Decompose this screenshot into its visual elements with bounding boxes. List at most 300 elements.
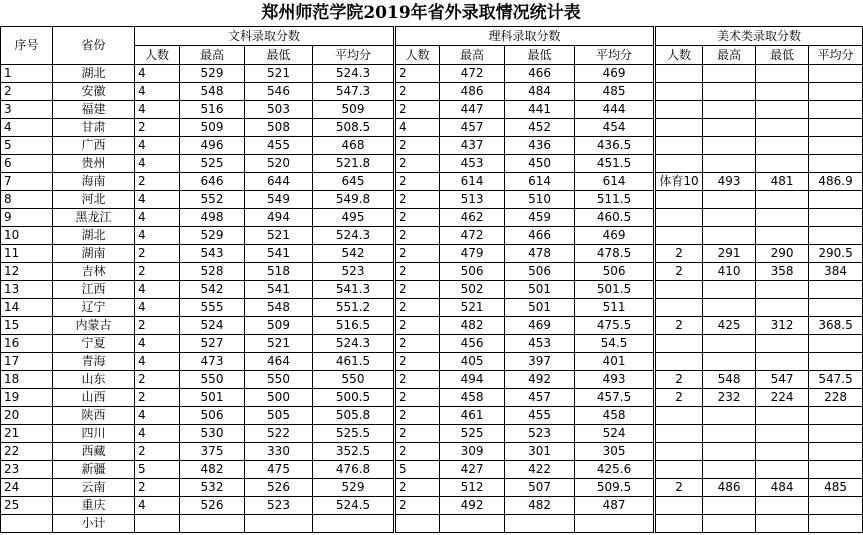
li-min-cell: 301 — [505, 443, 575, 461]
mei-min-cell: 358 — [756, 263, 809, 281]
wen-count-cell: 2 — [135, 371, 180, 389]
li-avg-cell: 469 — [575, 227, 655, 245]
province-cell: 湖南 — [53, 245, 135, 263]
li-max-cell: 457 — [440, 119, 505, 137]
wen-min-cell: 521 — [245, 335, 313, 353]
li-max-header: 最高 — [440, 46, 505, 65]
wen-count-cell: 2 — [135, 479, 180, 497]
province-cell: 新疆 — [53, 461, 135, 479]
mei-max-cell — [703, 83, 756, 101]
province-cell: 西藏 — [53, 443, 135, 461]
mei-min-cell: 547 — [756, 371, 809, 389]
mei-max-cell: 548 — [703, 371, 756, 389]
table-row — [1, 101, 863, 119]
li-min-cell: 478 — [505, 245, 575, 263]
subtotal-empty-cell — [395, 515, 440, 533]
li-max-cell: 427 — [440, 461, 505, 479]
wen-max-cell: 542 — [180, 281, 245, 299]
mei-avg-cell — [809, 497, 863, 515]
li-avg-cell: 460.5 — [575, 209, 655, 227]
mei-avg-cell — [809, 137, 863, 155]
li-count-cell: 2 — [395, 317, 440, 335]
mei-avg-cell — [809, 461, 863, 479]
wen-avg-cell: 645 — [313, 173, 395, 191]
li-avg-cell: 511 — [575, 299, 655, 317]
row-number: 23 — [1, 461, 53, 479]
mei-min-cell — [756, 299, 809, 317]
province-cell: 福建 — [53, 101, 135, 119]
table-row — [1, 425, 863, 443]
li-max-cell: 472 — [440, 65, 505, 83]
mei-avg-cell — [809, 281, 863, 299]
mei-count-cell: 2 — [655, 263, 703, 281]
wen-avg-cell: 352.5 — [313, 443, 395, 461]
mei-avg-cell: 368.5 — [809, 317, 863, 335]
mei-count-cell — [655, 461, 703, 479]
subtotal-empty-cell — [809, 515, 863, 533]
mei-avg-cell: 485 — [809, 479, 863, 497]
province-cell: 青海 — [53, 353, 135, 371]
mei-count-cell: 2 — [655, 389, 703, 407]
province-cell: 辽宁 — [53, 299, 135, 317]
li-count-cell: 2 — [395, 155, 440, 173]
wen-min-cell: 475 — [245, 461, 313, 479]
wen-max-cell: 501 — [180, 389, 245, 407]
mei-min-cell — [756, 425, 809, 443]
li-count-cell: 2 — [395, 353, 440, 371]
table-row — [1, 353, 863, 371]
li-count-cell: 2 — [395, 443, 440, 461]
li-max-cell: 461 — [440, 407, 505, 425]
mei-avg-cell — [809, 425, 863, 443]
li-min-cell: 507 — [505, 479, 575, 497]
mei-count-cell — [655, 281, 703, 299]
li-avg-header: 平均分 — [575, 46, 655, 65]
mei-min-cell — [756, 83, 809, 101]
wen-avg-cell: 551.2 — [313, 299, 395, 317]
mei-min-cell — [756, 497, 809, 515]
wen-max-cell: 506 — [180, 407, 245, 425]
wen-max-cell: 548 — [180, 83, 245, 101]
mei-avg-cell — [809, 407, 863, 425]
province-cell: 甘肃 — [53, 119, 135, 137]
wen-min-cell: 521 — [245, 65, 313, 83]
wen-max-cell: 530 — [180, 425, 245, 443]
mei-count-cell: 2 — [655, 317, 703, 335]
wen-count-cell: 4 — [135, 137, 180, 155]
wen-count-cell: 4 — [135, 353, 180, 371]
mei-max-cell — [703, 407, 756, 425]
row-number: 25 — [1, 497, 53, 515]
wen-max-cell: 552 — [180, 191, 245, 209]
li-max-cell: 506 — [440, 263, 505, 281]
subtotal-empty-cell — [756, 515, 809, 533]
wen-avg-cell: 524.3 — [313, 227, 395, 245]
province-cell: 河北 — [53, 191, 135, 209]
wen-min-cell: 330 — [245, 443, 313, 461]
li-avg-cell: 475.5 — [575, 317, 655, 335]
wen-min-cell: 464 — [245, 353, 313, 371]
wen-avg-cell: 508.5 — [313, 119, 395, 137]
li-min-cell: 455 — [505, 407, 575, 425]
li-min-cell: 397 — [505, 353, 575, 371]
mei-max-header: 最高 — [703, 46, 756, 65]
row-number: 15 — [1, 317, 53, 335]
wen-avg-cell: 542 — [313, 245, 395, 263]
li-max-cell: 494 — [440, 371, 505, 389]
mei-max-cell: 291 — [703, 245, 756, 263]
wen-avg-cell: 524.5 — [313, 497, 395, 515]
mei-avg-cell — [809, 83, 863, 101]
mei-min-cell: 481 — [756, 173, 809, 191]
mei-min-cell — [756, 227, 809, 245]
li-min-cell: 441 — [505, 101, 575, 119]
li-avg-cell: 511.5 — [575, 191, 655, 209]
mei-count-cell: 2 — [655, 371, 703, 389]
table-row — [1, 479, 863, 497]
li-avg-cell: 469 — [575, 65, 655, 83]
li-avg-cell: 493 — [575, 371, 655, 389]
mei-avg-cell — [809, 443, 863, 461]
mei-max-cell — [703, 191, 756, 209]
li-count-cell: 2 — [395, 335, 440, 353]
mei-avg-cell — [809, 101, 863, 119]
row-number: 11 — [1, 245, 53, 263]
wen-count-cell: 4 — [135, 101, 180, 119]
table-row — [1, 407, 863, 425]
li-min-cell: 469 — [505, 317, 575, 335]
li-avg-cell: 524 — [575, 425, 655, 443]
li-avg-cell: 454 — [575, 119, 655, 137]
li-max-cell: 437 — [440, 137, 505, 155]
wen-min-cell: 644 — [245, 173, 313, 191]
header-no: 序号 — [1, 27, 53, 65]
li-max-cell: 525 — [440, 425, 505, 443]
mei-max-cell: 232 — [703, 389, 756, 407]
li-count-cell: 2 — [395, 299, 440, 317]
mei-count-cell — [655, 443, 703, 461]
mei-count-cell: 2 — [655, 245, 703, 263]
row-number: 21 — [1, 425, 53, 443]
mei-min-cell — [756, 461, 809, 479]
li-max-cell: 482 — [440, 317, 505, 335]
mei-count-cell: 体育10 — [655, 173, 703, 191]
subtotal-empty-cell — [655, 515, 703, 533]
mei-max-cell — [703, 137, 756, 155]
li-min-cell: 484 — [505, 83, 575, 101]
mei-count-cell — [655, 191, 703, 209]
mei-min-cell: 290 — [756, 245, 809, 263]
wen-avg-cell: 500.5 — [313, 389, 395, 407]
wen-count-cell: 4 — [135, 497, 180, 515]
mei-min-cell — [756, 155, 809, 173]
wen-min-cell: 541 — [245, 281, 313, 299]
mei-min-cell: 484 — [756, 479, 809, 497]
li-min-cell: 614 — [505, 173, 575, 191]
li-count-cell: 2 — [395, 227, 440, 245]
li-avg-cell: 478.5 — [575, 245, 655, 263]
mei-count-cell — [655, 137, 703, 155]
mei-max-cell — [703, 353, 756, 371]
mei-avg-cell — [809, 209, 863, 227]
province-cell: 安徽 — [53, 83, 135, 101]
li-avg-cell: 305 — [575, 443, 655, 461]
row-number: 18 — [1, 371, 53, 389]
li-count-cell: 2 — [395, 425, 440, 443]
subtotal-empty-cell — [505, 515, 575, 533]
province-cell: 贵州 — [53, 155, 135, 173]
table-row — [1, 65, 863, 83]
li-count-cell: 2 — [395, 263, 440, 281]
table-row — [1, 461, 863, 479]
header-province: 省份 — [53, 27, 135, 65]
subtotal-empty-cell — [575, 515, 655, 533]
wen-min-cell: 523 — [245, 497, 313, 515]
li-max-cell: 512 — [440, 479, 505, 497]
li-max-cell: 614 — [440, 173, 505, 191]
row-number: 1 — [1, 65, 53, 83]
li-avg-cell: 506 — [575, 263, 655, 281]
li-count-cell: 2 — [395, 479, 440, 497]
li-avg-cell: 451.5 — [575, 155, 655, 173]
mei-min-cell — [756, 443, 809, 461]
table-row — [1, 299, 863, 317]
wen-min-header: 最低 — [245, 46, 313, 65]
wen-min-cell: 541 — [245, 245, 313, 263]
mei-max-cell — [703, 497, 756, 515]
wen-count-cell: 2 — [135, 245, 180, 263]
wen-count-cell: 4 — [135, 425, 180, 443]
li-max-cell: 513 — [440, 191, 505, 209]
mei-max-cell — [703, 155, 756, 173]
wen-max-cell: 525 — [180, 155, 245, 173]
wen-avg-cell: 524.3 — [313, 335, 395, 353]
province-cell: 陕西 — [53, 407, 135, 425]
table-row — [1, 83, 863, 101]
li-count-cell: 2 — [395, 371, 440, 389]
table-row — [1, 137, 863, 155]
wen-min-cell: 522 — [245, 425, 313, 443]
province-cell: 重庆 — [53, 497, 135, 515]
mei-avg-cell — [809, 299, 863, 317]
province-cell: 宁夏 — [53, 335, 135, 353]
li-min-cell: 457 — [505, 389, 575, 407]
li-avg-cell: 501.5 — [575, 281, 655, 299]
mei-avg-cell — [809, 191, 863, 209]
mei-avg-cell: 486.9 — [809, 173, 863, 191]
mei-count-cell — [655, 299, 703, 317]
li-min-cell: 422 — [505, 461, 575, 479]
wen-avg-cell: 550 — [313, 371, 395, 389]
wen-avg-header: 平均分 — [313, 46, 395, 65]
li-max-cell: 502 — [440, 281, 505, 299]
wen-count-cell: 4 — [135, 227, 180, 245]
li-max-cell: 472 — [440, 227, 505, 245]
mei-min-cell — [756, 335, 809, 353]
wen-min-cell: 500 — [245, 389, 313, 407]
mei-min-cell — [756, 119, 809, 137]
mei-min-header: 最低 — [756, 46, 809, 65]
mei-max-cell — [703, 119, 756, 137]
wen-max-cell: 524 — [180, 317, 245, 335]
mei-avg-cell: 547.5 — [809, 371, 863, 389]
li-avg-cell: 425.6 — [575, 461, 655, 479]
province-cell: 黑龙江 — [53, 209, 135, 227]
mei-min-cell — [756, 209, 809, 227]
subtotal-empty-cell — [703, 515, 756, 533]
mei-count-cell — [655, 407, 703, 425]
wen-avg-cell: 476.8 — [313, 461, 395, 479]
li-max-cell: 521 — [440, 299, 505, 317]
table-row — [1, 191, 863, 209]
li-avg-cell: 614 — [575, 173, 655, 191]
mei-max-cell: 486 — [703, 479, 756, 497]
mei-count-cell — [655, 227, 703, 245]
mei-avg-header: 平均分 — [809, 46, 863, 65]
wen-count-cell: 4 — [135, 299, 180, 317]
row-number: 16 — [1, 335, 53, 353]
li-count-cell: 2 — [395, 83, 440, 101]
wen-avg-cell: 529 — [313, 479, 395, 497]
li-min-cell: 482 — [505, 497, 575, 515]
row-number: 17 — [1, 353, 53, 371]
wen-max-cell: 496 — [180, 137, 245, 155]
province-cell: 山东 — [53, 371, 135, 389]
wen-min-cell: 550 — [245, 371, 313, 389]
wen-avg-cell: 461.5 — [313, 353, 395, 371]
wen-min-cell: 521 — [245, 227, 313, 245]
mei-max-cell — [703, 65, 756, 83]
wen-count-cell: 4 — [135, 83, 180, 101]
wen-max-cell: 532 — [180, 479, 245, 497]
wen-count-cell: 4 — [135, 65, 180, 83]
li-count-cell: 2 — [395, 281, 440, 299]
mei-avg-cell: 228 — [809, 389, 863, 407]
row-number: 7 — [1, 173, 53, 191]
sheet-title: 郑州师范学院2019年省外录取情况统计表 — [261, 3, 581, 23]
wen-avg-cell: 516.5 — [313, 317, 395, 335]
mei-min-cell — [756, 191, 809, 209]
mei-max-cell — [703, 335, 756, 353]
wen-avg-cell: 524.3 — [313, 65, 395, 83]
row-number: 12 — [1, 263, 53, 281]
mei-count-cell — [655, 65, 703, 83]
mei-min-cell — [756, 101, 809, 119]
wen-min-cell: 503 — [245, 101, 313, 119]
li-count-header: 人数 — [395, 46, 440, 65]
row-number: 13 — [1, 281, 53, 299]
wen-avg-cell: 495 — [313, 209, 395, 227]
li-count-cell: 2 — [395, 137, 440, 155]
li-max-cell: 479 — [440, 245, 505, 263]
row-number: 6 — [1, 155, 53, 173]
mei-count-cell — [655, 119, 703, 137]
li-min-cell: 459 — [505, 209, 575, 227]
mei-avg-cell: 384 — [809, 263, 863, 281]
mei-avg-cell — [809, 65, 863, 83]
wen-count-cell: 2 — [135, 173, 180, 191]
wen-max-cell: 527 — [180, 335, 245, 353]
table-row — [1, 245, 863, 263]
wen-avg-cell: 547.3 — [313, 83, 395, 101]
table-row — [1, 209, 863, 227]
wen-avg-cell: 525.5 — [313, 425, 395, 443]
li-avg-cell: 54.5 — [575, 335, 655, 353]
wen-count-cell: 2 — [135, 389, 180, 407]
mei-max-cell — [703, 461, 756, 479]
mei-max-cell — [703, 101, 756, 119]
wen-min-cell: 455 — [245, 137, 313, 155]
row-number: 24 — [1, 479, 53, 497]
li-min-cell: 523 — [505, 425, 575, 443]
wen-min-cell: 505 — [245, 407, 313, 425]
li-avg-cell: 487 — [575, 497, 655, 515]
li-min-cell: 452 — [505, 119, 575, 137]
li-min-cell: 450 — [505, 155, 575, 173]
wen-max-cell: 526 — [180, 497, 245, 515]
li-max-cell: 486 — [440, 83, 505, 101]
mei-max-cell — [703, 443, 756, 461]
wen-max-cell: 550 — [180, 371, 245, 389]
wen-count-cell: 4 — [135, 155, 180, 173]
wen-min-cell: 548 — [245, 299, 313, 317]
mei-avg-cell — [809, 227, 863, 245]
subtotal-row — [1, 515, 863, 533]
li-avg-cell: 457.5 — [575, 389, 655, 407]
wen-min-cell: 494 — [245, 209, 313, 227]
li-max-cell: 453 — [440, 155, 505, 173]
wen-avg-cell: 541.3 — [313, 281, 395, 299]
mei-max-cell — [703, 299, 756, 317]
li-min-cell: 510 — [505, 191, 575, 209]
mei-max-cell — [703, 281, 756, 299]
table-row — [1, 335, 863, 353]
subtotal-empty-cell — [1, 515, 53, 533]
li-min-cell: 453 — [505, 335, 575, 353]
wen-avg-cell: 549.8 — [313, 191, 395, 209]
mei-avg-cell — [809, 353, 863, 371]
li-max-cell: 462 — [440, 209, 505, 227]
wen-count-cell: 4 — [135, 191, 180, 209]
li-avg-cell: 458 — [575, 407, 655, 425]
wen-count-cell: 2 — [135, 317, 180, 335]
row-number: 9 — [1, 209, 53, 227]
table-row — [1, 155, 863, 173]
header-mei: 美术类录取分数 — [655, 27, 863, 46]
mei-min-cell — [756, 137, 809, 155]
li-count-cell: 2 — [395, 101, 440, 119]
row-number: 5 — [1, 137, 53, 155]
row-number: 4 — [1, 119, 53, 137]
row-number: 14 — [1, 299, 53, 317]
table-row — [1, 119, 863, 137]
li-count-cell: 2 — [395, 497, 440, 515]
wen-count-cell: 4 — [135, 335, 180, 353]
table-row — [1, 389, 863, 407]
table-row — [1, 281, 863, 299]
province-cell: 湖北 — [53, 227, 135, 245]
table-row — [1, 173, 863, 191]
mei-max-cell: 493 — [703, 173, 756, 191]
li-min-cell: 436 — [505, 137, 575, 155]
li-max-cell: 309 — [440, 443, 505, 461]
wen-count-cell: 4 — [135, 209, 180, 227]
mei-count-cell — [655, 101, 703, 119]
row-number: 3 — [1, 101, 53, 119]
li-min-cell: 466 — [505, 65, 575, 83]
wen-min-cell: 549 — [245, 191, 313, 209]
subtotal-label: 小计 — [53, 515, 135, 533]
